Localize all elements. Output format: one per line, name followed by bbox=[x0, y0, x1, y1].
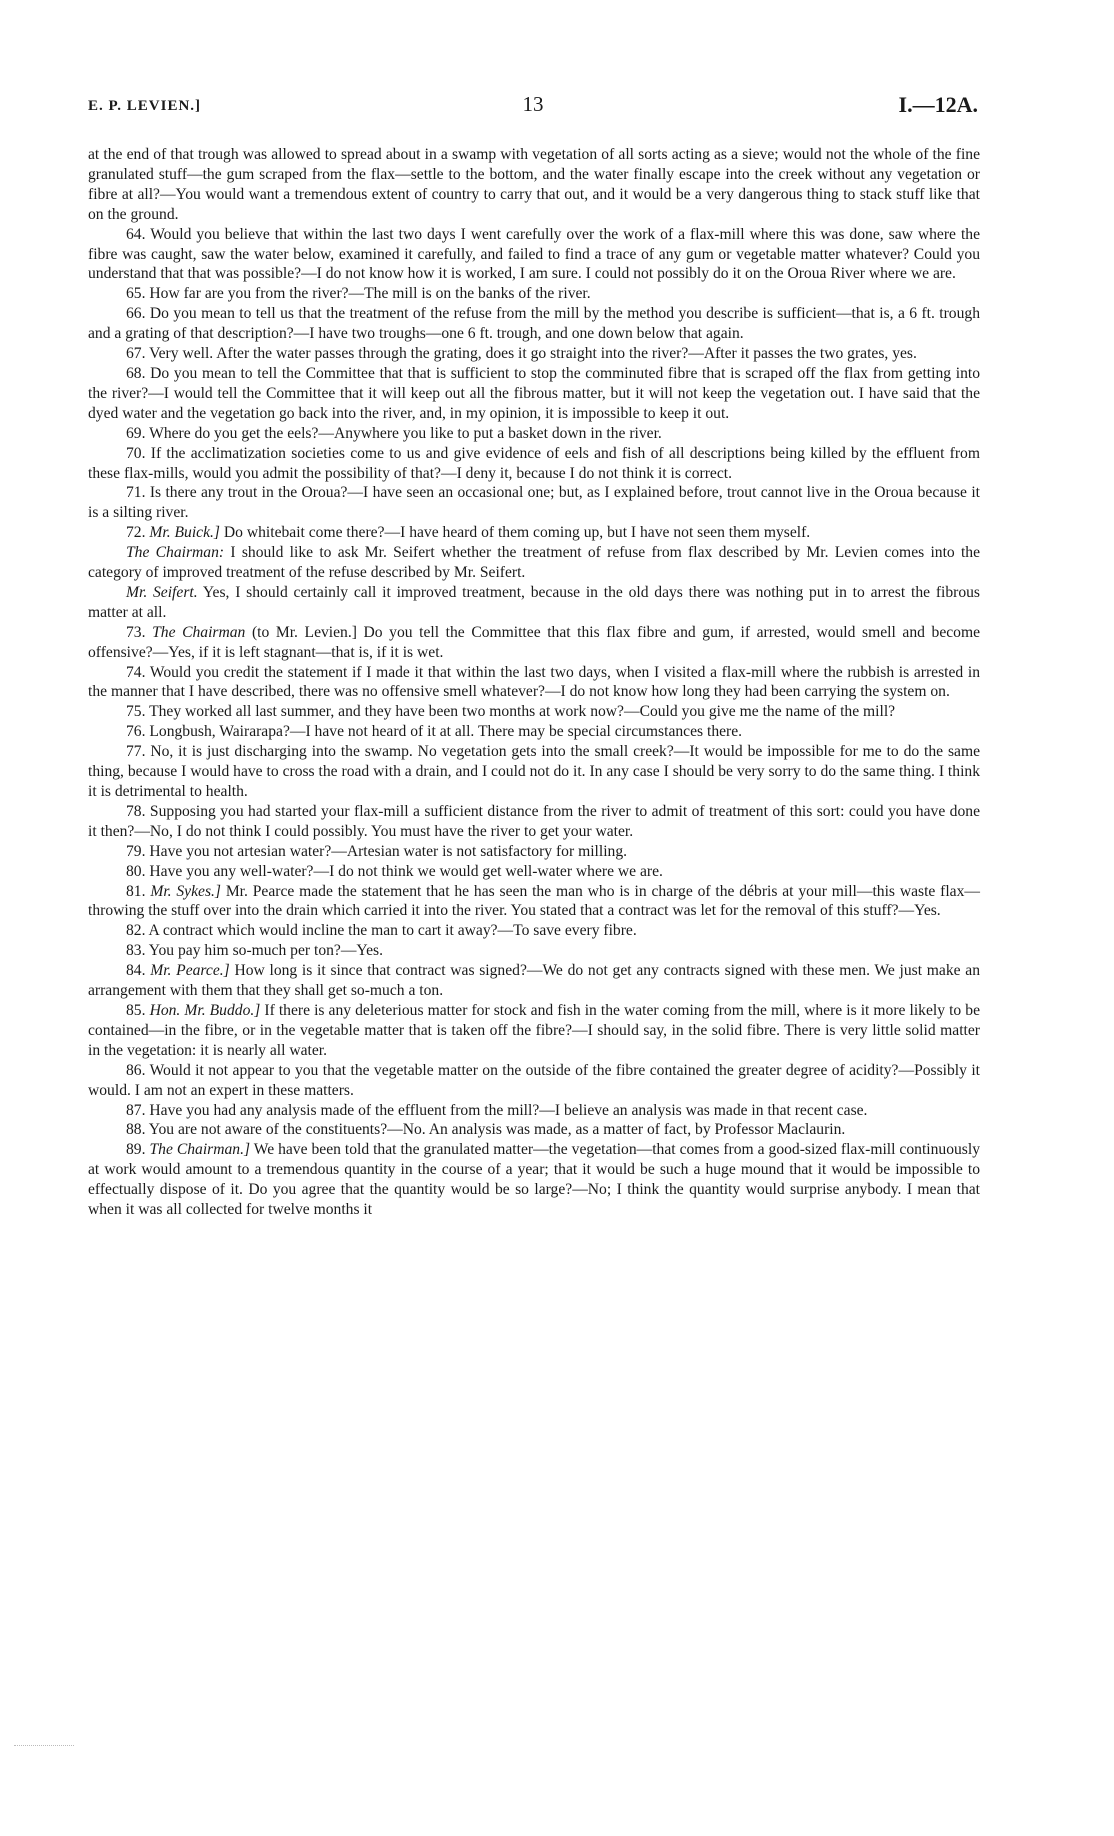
paragraph: 69. Where do you get the eels?—Anywhere you like to put a basket down in the river. bbox=[126, 424, 662, 442]
speaker-name: The Chairman: bbox=[126, 544, 225, 562]
speaker-name: The Chairman bbox=[152, 623, 246, 641]
paragraph: 74. Would you credit the statement if I made it that within the last two days, when I visited a flax-mill where the rubbish is arrested in the manner that I have described, there was no offensive smell whatever?—I do not know how long they had been carrying the system on. bbox=[88, 663, 980, 701]
paragraph: 72. Mr. Buick.] Do whitebait come there?—I have heard of them coming up, but I have not seen them myself. bbox=[126, 524, 811, 542]
speaker-name: Mr. Buick.] bbox=[149, 524, 220, 542]
paragraph: at the end of that trough was allowed to spread about in a swamp with vegetation of all sorts acting as a sieve; would not the whole of the fine granulated stuff—the gum scraped from the flax—settle to the bottom, and the water finally escape into the creek without any vegetation or fibre at all?—You would want a tremendous extent of country to carry that out, and it would be a very dangerous thing to stack stuff like that on the ground. bbox=[88, 146, 980, 223]
paragraph: 76. Longbush, Wairarapa?—I have not heard of it at all. There may be special circumstances there. bbox=[126, 723, 743, 741]
paragraph: 88. You are not aware of the constituents?—No. An analysis was made, as a matter of fact, by Professor Maclaurin. bbox=[126, 1121, 846, 1139]
speaker-name: The Chairman.] bbox=[149, 1141, 251, 1159]
paragraph: 84. Mr. Pearce.] How long is it since that contract was signed?—We do not get any contracts signed with these men. We just make an arrangement with them that they shall get so-much a ton. bbox=[88, 962, 980, 1000]
paragraph: 75. They worked all last summer, and they have been two months at work now?—Could you give me the name of the mill? bbox=[126, 703, 896, 721]
paragraph: 77. No, it is just discharging into the swamp. No vegetation gets into the small creek?—It would be impossible for me to do the same thing, because I would have to cross the road with a drain, and I could not do it. In any case I should be very sorry to do the same thing. I think it is detrimental to health. bbox=[88, 743, 980, 800]
evidence-text bbox=[88, 145, 980, 1220]
paragraph: 83. You pay him so-much per ton?—Yes. bbox=[126, 942, 384, 960]
paragraph: 87. Have you had any analysis made of the effluent from the mill?—I believe an analysis was made in that recent case. bbox=[126, 1101, 868, 1119]
page-number: 13 bbox=[522, 92, 544, 116]
paragraph: 85. Hon. Mr. Buddo.] If there is any deleterious matter for stock and fish in the water coming from the mill, where is it more likely to be contained—in the fibre, or in the vegetable matter that is taken off the fibre?—I should say, in the solid fibre. There is very little solid matter in the vegetation: it is nearly all water. bbox=[88, 1001, 980, 1059]
scan-artifact bbox=[14, 1745, 74, 1748]
paragraph: 67. Very well. After the water passes through the grating, does it go straight into the river?—After it passes the two grates, yes. bbox=[126, 345, 917, 363]
paragraph: 68. Do you mean to tell the Committee that that is sufficient to stop the comminuted fibre that is scraped off the flax from getting into the river?—I would tell the Committee that it will keep out all the fibrous matter, but it will not keep the vegetation out. I have said that the dyed water and the vegetation go back into the river, and, in my opinion, it is impossible to keep it out. bbox=[88, 364, 980, 422]
paragraph: 82. A contract which would incline the man to cart it away?—To save every fibre. bbox=[126, 922, 637, 940]
paragraph: 78. Supposing you had started your flax-mill a sufficient distance from the river to admit of treatment of this sort: could you have done it then?—No, I do not think I could possibly. You must have the river to get your water. bbox=[88, 802, 980, 840]
page-header bbox=[88, 92, 978, 128]
paragraph: 81. Mr. Sykes.] Mr. Pearce made the statement that he has seen the man who is in charge of the débris at your mill—this waste flax—throwing the stuff over into the drain which carried it into the river. You stated that a contract was let for the removal of this stuff?—Yes. bbox=[88, 882, 980, 920]
paragraph: Mr. Seifert. Yes, I should certainly call it improved treatment, because in the old days there was nothing put in to arrest the fibrous matter at all. bbox=[88, 583, 981, 621]
paragraph: 65. How far are you from the river?—The mill is on the banks of the river. bbox=[126, 285, 591, 303]
paragraph: 64. Would you believe that within the last two days I went carefully over the work of a flax-mill where this was done, saw where the fibre was caught, saw the water below, examined it carefully, and failed to find a trace of any gum or vegetable matter whatever? Could you understand that that was possible?—I do not know how it is worked, I am sure. I could not possibly do it on the Oroua River where we are. bbox=[88, 225, 980, 283]
paragraph: 79. Have you not artesian water?—Artesian water is not satisfactory for milling. bbox=[126, 842, 628, 860]
paragraph: 70. If the acclimatization societies come to us and give evidence of eels and fish of all descriptions being killed by the effluent from these flax-mills, would you admit the possibility of that?—I deny it, because I do not think it is correct. bbox=[88, 444, 980, 482]
speaker-name: Mr. Sykes.] bbox=[150, 882, 221, 900]
witness-name: E. P. LEVIEN.] bbox=[88, 98, 202, 114]
paragraph: 73. The Chairman (to Mr. Levien.] Do you tell the Committee that this flax fibre and gum, if arrested, would smell and become offensive?—Yes, if it is left stagnant—that is, if it is wet. bbox=[88, 623, 981, 661]
speaker-name: Hon. Mr. Buddo.] bbox=[149, 1001, 261, 1019]
paragraph: 89. The Chairman.] We have been told that the granulated matter—the vegetation—that comes from a good-sized flax-mill continuously at work would amount to a tremendous quantity in the course of a year; that it would be such a huge mound that it would be impossible to effectually dispose of it. Do you agree that the quantity would be so large?—No; I think the quantity would surprise anybody. I mean that when it was all collected for twelve months it bbox=[88, 1141, 981, 1219]
speaker-name: Mr. Seifert. bbox=[126, 583, 198, 601]
paragraph: 66. Do you mean to tell us that the treatment of the refuse from the mill by the method you describe is sufficient—that is, a 6 ft. trough and a grating of that description?—I have two troughs—one 6 ft. trough, and one down below that again. bbox=[88, 305, 980, 343]
paragraph: 71. Is there any trout in the Oroua?—I have seen an occasional one; but, as I explained before, trout cannot live in the Oroua because it is a silting river. bbox=[88, 484, 980, 522]
speaker-name: Mr. Pearce.] bbox=[150, 962, 230, 980]
paper-reference: I.—12A. bbox=[898, 92, 978, 117]
paragraph: The Chairman: I should like to ask Mr. Seifert whether the treatment of refuse from flax described by Mr. Levien comes into the category of improved treatment of the refuse described by Mr. Seifert. bbox=[88, 544, 981, 582]
paragraph: 86. Would it not appear to you that the vegetable matter on the outside of the fibre contained the greater degree of acidity?—Possibly it would. I am not an expert in these matters. bbox=[88, 1061, 980, 1099]
paragraph: 80. Have you any well-water?—I do not think we would get well-water where we are. bbox=[126, 862, 663, 880]
